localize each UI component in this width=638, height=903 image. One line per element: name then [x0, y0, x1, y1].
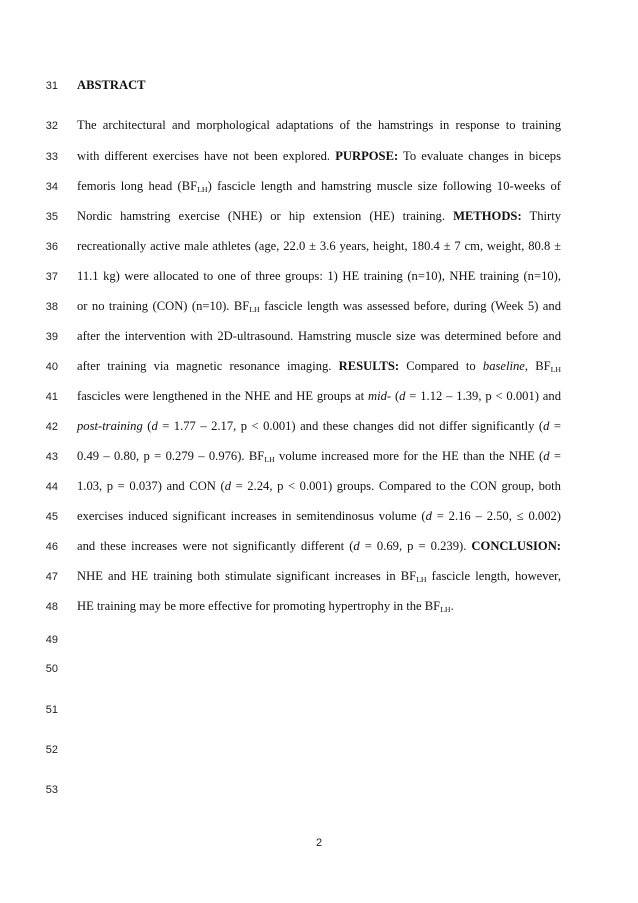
line-number: 38 [45, 301, 58, 313]
line-number: 35 [45, 211, 58, 223]
abstract-line: NHE and HE training both stimulate significant increases in $BF_{LH}$ fascicle length, however, [77, 569, 561, 584]
page-number: 2 [315, 837, 323, 849]
line-number: 41 [45, 391, 58, 403]
abstract-line: fascicles were lengthened in the NHE and HE groups at mid- (d = 1.12 – 1.39, p < 0.001) and [77, 389, 561, 403]
line-number: 37 [45, 271, 58, 283]
abstract-line: The architectural and morphological adaptations of the hamstrings in response to training [77, 118, 561, 132]
line-number: 36 [45, 241, 58, 253]
line-number: 51 [45, 704, 58, 716]
abstract-line: 1.03, p = 0.037) and CON (d = 2.24, p < 0.001) groups. Compared to the CON group, both [77, 479, 561, 493]
line-number: 46 [45, 541, 58, 553]
line-number: 53 [45, 784, 58, 796]
abstract-line: exercises induced significant increases in semitendinosus volume (d = 2.16 – 2.50, ≤ 0.002) [77, 509, 561, 523]
abstract-line: 11.1 kg) were allocated to one of three groups: 1) HE training (n=10), NHE training (n=10), [77, 269, 561, 283]
line-number: 33 [45, 151, 58, 163]
line-number: 34 [45, 181, 58, 193]
line-number: 47 [45, 571, 58, 583]
line-number: 50 [45, 663, 58, 675]
line-number: 39 [45, 331, 58, 343]
abstract-line: femoris long head $(BF_{LH})$ fascicle length and hamstring muscle size following 10-weeks of [77, 179, 561, 194]
line-number: 31 [45, 80, 58, 92]
abstract-line: or no training (CON) (n=10). $BF_{LH}$ fascicle length was assessed before, during (Week 5) and [77, 299, 561, 314]
line-number: 43 [45, 451, 58, 463]
line-number: 48 [45, 601, 58, 613]
line-number: 42 [45, 421, 58, 433]
abstract-heading: ABSTRACT [77, 78, 146, 92]
abstract-line: with different exercises have not been explored. PURPOSE: To evaluate changes in biceps [77, 149, 561, 163]
abstract-line: after the intervention with 2D-ultrasound. Hamstring muscle size was determined before and [77, 329, 561, 343]
line-number: 45 [45, 511, 58, 523]
line-number: 44 [45, 481, 58, 493]
abstract-line: 0.49 – 0.80, p = 0.279 – 0.976). $BF_{LH}$ volume increased more for the HE than the NHE (d = [77, 449, 561, 464]
abstract-line: and these increases were not significantly different (d = 0.69, p = 0.239). CONCLUSION: [77, 539, 561, 553]
abstract-line: Nordic hamstring exercise (NHE) or hip extension (HE) training. METHODS: Thirty [77, 209, 561, 223]
line-number: 40 [45, 361, 58, 373]
line-number: 52 [45, 744, 58, 756]
abstract-line-last: HE training may be more effective for promoting hypertrophy in the $BF_{LH}$. [77, 599, 454, 614]
line-number: 32 [45, 120, 58, 132]
abstract-line: post-training (d = 1.77 – 2.17, p < 0.001) and these changes did not differ significantly (d = [77, 419, 561, 433]
abstract-line: recreationally active male athletes (age, 22.0 ± 3.6 years, height, 180.4 ± 7 cm, weight, 80.8 ± [77, 239, 561, 253]
abstract-line: after training via magnetic resonance imaging. RESULTS: Compared to baseline, $BF_{LH}$ [77, 359, 562, 374]
line-number: 49 [45, 634, 58, 646]
